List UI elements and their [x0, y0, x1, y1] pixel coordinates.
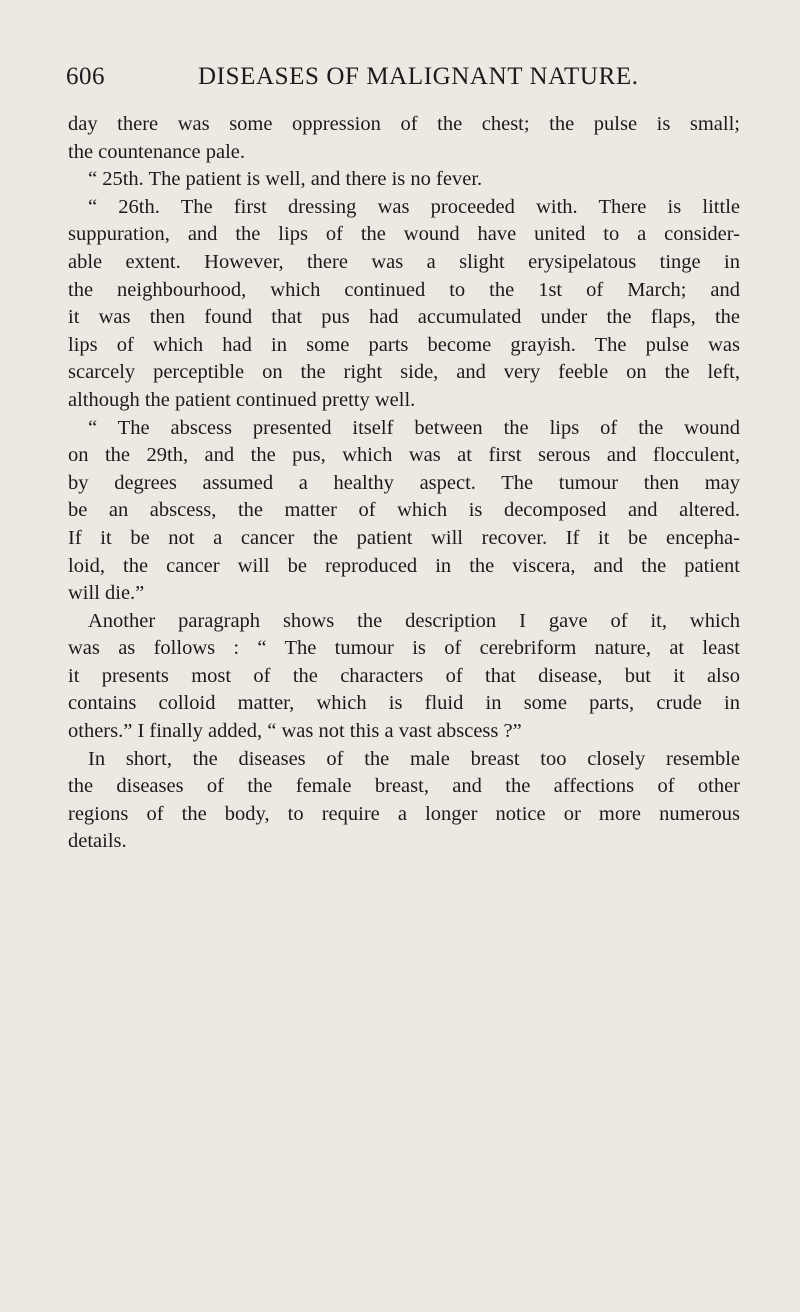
text-line: suppuration, and the lips of the wound have united to a consider- [68, 223, 740, 246]
text-line: it was then found that pus had accumulated under the flaps, the [68, 306, 740, 329]
text-line: scarcely perceptible on the right side, and very feeble on the left, [68, 361, 740, 384]
running-head [66, 62, 742, 92]
text-line: “ 25th. The patient is well, and there is no fever. [88, 168, 483, 191]
text-line: the diseases of the female breast, and the affections of other [68, 775, 740, 798]
text-line: it presents most of the characters of that disease, but it also [68, 664, 740, 687]
text-line: “ The abscess presented itself between the lips of the wound [88, 416, 740, 439]
text-line: will die.” [68, 582, 145, 605]
running-title: DISEASES OF MALIGNANT NATURE. [198, 63, 639, 90]
text-line: details. [68, 830, 127, 853]
page-number: 606 [66, 63, 105, 90]
body-text [68, 111, 740, 856]
text-line: Another paragraph shows the description I gave of it, which [88, 609, 740, 632]
text-line: In short, the diseases of the male breast too closely resemble [88, 747, 740, 770]
text-line: day there was some oppression of the chest; the pulse is small; [68, 113, 740, 135]
text-line: able extent. However, there was a slight erysipelatous tinge in [68, 250, 740, 273]
text-line: others.” I finally added, “ was not this a vast abscess ?” [68, 720, 522, 743]
text-line: If it be not a cancer the patient will recover. If it be encepha- [68, 526, 740, 549]
text-line: contains colloid matter, which is fluid in some parts, crude in [68, 692, 740, 715]
text-line: although the patient continued pretty well. [68, 388, 416, 411]
text-line: regions of the body, to require a longer notice or more numerous [68, 802, 740, 825]
text-line: be an abscess, the matter of which is decomposed and altered. [68, 499, 740, 522]
text-line: loid, the cancer will be reproduced in the viscera, and the patient [68, 554, 740, 577]
text-line: the neighbourhood, which continued to the 1st of March; and [68, 278, 740, 301]
text-line: “ 26th. The first dressing was proceeded with. There is little [88, 195, 740, 218]
text-line: lips of which had in some parts become grayish. The pulse was [68, 333, 740, 356]
text-line: the countenance pale. [68, 140, 246, 163]
text-line: on the 29th, and the pus, which was at first serous and flocculent, [68, 444, 740, 467]
text-line: by degrees assumed a healthy aspect. The tumour then may [68, 471, 740, 494]
text-line: was as follows : “ The tumour is of cerebriform nature, at least [68, 637, 740, 660]
